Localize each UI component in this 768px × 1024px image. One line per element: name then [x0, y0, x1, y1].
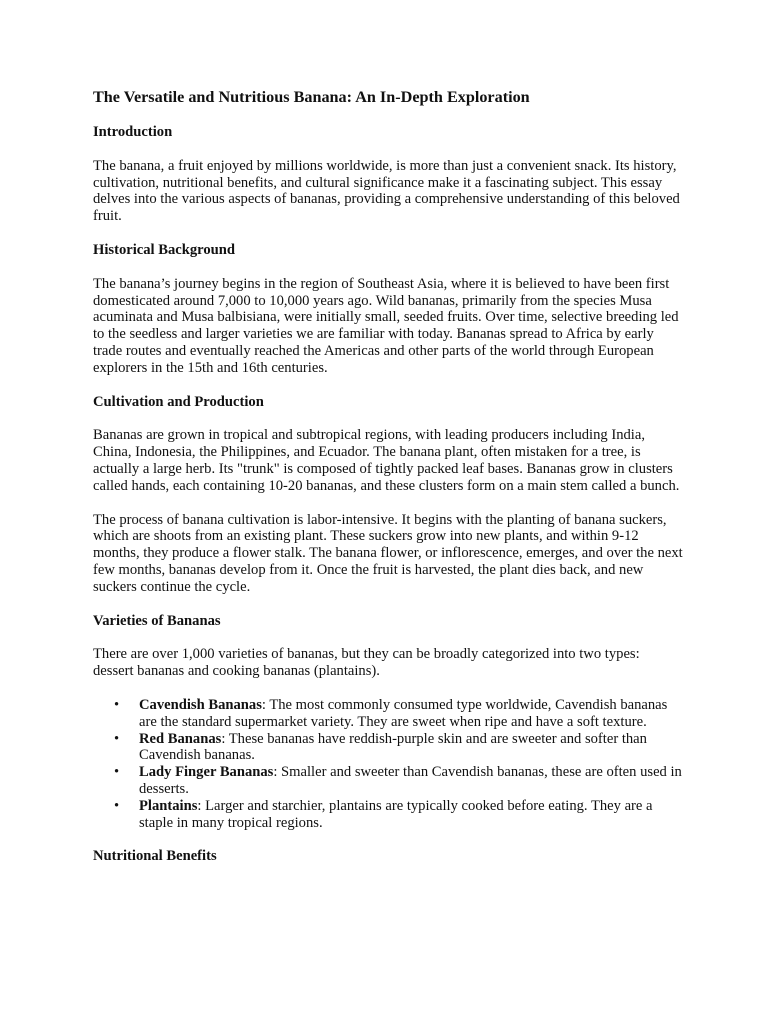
heading-cultivation-production: Cultivation and Production — [93, 393, 264, 410]
document-title: The Versatile and Nutritious Banana: An In-Depth Exploration — [93, 88, 530, 106]
introduction-paragraph: The banana, a fruit enjoyed by millions worldwide, is more than just a convenient snack. Its history, cultivation, nutritional benefits, and cultural significance make it a fascinating subject. This essay delves into the various aspects of bananas, providing a comprehensive understanding of this beloved fruit. — [93, 157, 680, 225]
cultivation-paragraph-1: Bananas are grown in tropical and subtropical regions, with leading producers including India, China, Indonesia, the Philippines, and Ecuador. The banana plant, often mistaken for a tree, is actually a large herb. Its "trunk" is composed of tightly packed leaf bases. Bananas grow in clusters called hands, each containing 10-20 bananas, and these clusters form on a main stem called a bunch. — [93, 427, 680, 494]
variety-description: : These bananas have reddish-purple skin and are sweeter and softer than Cavendish bananas. — [139, 730, 647, 764]
heading-historical-background: Historical Background — [93, 241, 236, 258]
variety-description: : Larger and starchier, plantains are typically cooked before eating. They are a staple in many tropical regions. — [139, 797, 653, 831]
history-paragraph: The banana’s journey begins in the region of Southeast Asia, where it is believed to have been first domesticated around 7,000 to 10,000 years ago. Wild bananas, primarily from the species Musa acuminata and Musa balbisiana, were initially small, seeded fruits. Over time, selective breeding led to the seedless and larger varieties we are familiar with today. Bananas spread to Africa by early trade routes and eventually reached the Americas and other parts of the world through European explorers in the 15th and 16th centuries. — [93, 275, 679, 376]
varieties-list — [93, 697, 683, 831]
varieties-paragraph: There are over 1,000 varieties of bananas, but they can be broadly categorized into two types: dessert bananas and cooking bananas (plantains). — [93, 646, 640, 680]
heading-varieties: Varieties of Bananas — [93, 612, 221, 629]
variety-description: : The most commonly consumed type worldwide, Cavendish bananas are the standard supermarket variety. They are sweet when ripe and have a soft texture. — [139, 696, 668, 730]
cultivation-paragraph-2: The process of banana cultivation is labor-intensive. It begins with the planting of banana suckers, which are shoots from an existing plant. These suckers grow into new plants, and within 9-12 months, they produce a flower stalk. The banana flower, or inflorescence, emerges, and over the next few months, bananas develop from it. Once the fruit is harvested, the plant dies back, and new suckers continue the cycle. — [93, 511, 683, 595]
heading-introduction: Introduction — [93, 124, 173, 140]
heading-nutritional-benefits: Nutritional Benefits — [93, 848, 217, 865]
bullet-icon: • — [114, 764, 120, 781]
variety-term: Cavendish Bananas — [139, 696, 262, 713]
list-item-cavendish — [93, 697, 683, 731]
list-item-red — [93, 731, 683, 765]
document-page — [93, 87, 683, 882]
variety-term: Lady Finger Bananas — [139, 764, 274, 781]
list-item-plantains — [93, 798, 683, 832]
variety-term: Red Bananas — [139, 730, 222, 747]
bullet-icon: • — [114, 696, 120, 713]
variety-description: : Smaller and sweeter than Cavendish bananas, these are often used in desserts. — [139, 764, 682, 797]
bullet-icon: • — [114, 730, 120, 747]
list-item-lady-finger — [93, 764, 683, 798]
bullet-icon: • — [114, 797, 120, 814]
variety-term: Plantains — [139, 797, 198, 814]
